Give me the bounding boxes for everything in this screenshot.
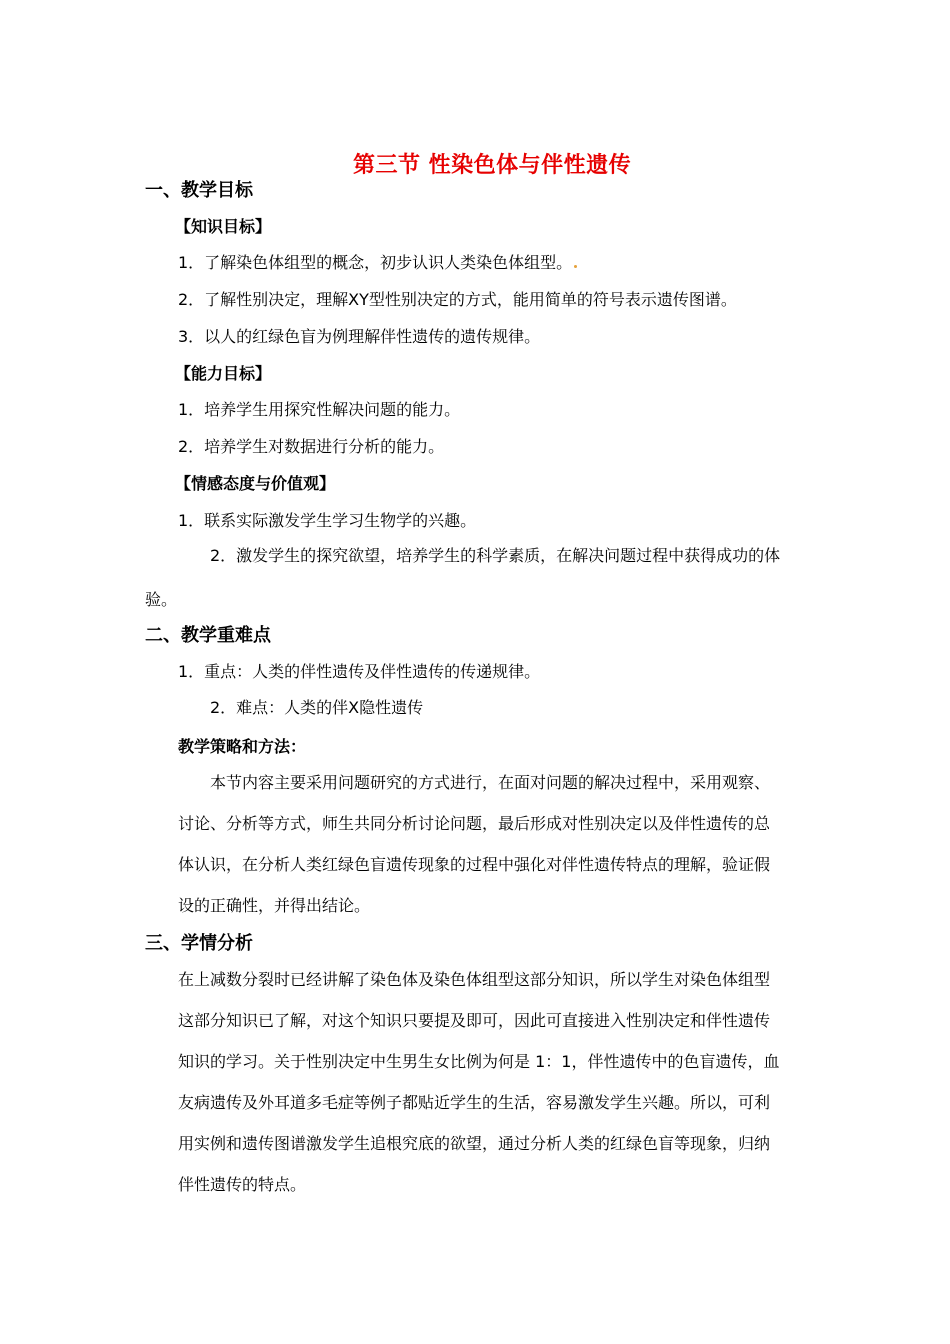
analysis-line-2: 这部分知识已了解，对这个知识只要提及即可，因此可直接进入性别决定和伴性遗传 — [178, 1011, 771, 1030]
strategy-line-3: 体认识，在分析人类红绿色盲遗传现象的过程中强化对伴性遗传特点的理解，验证假 — [178, 855, 771, 874]
mark-dot — [574, 265, 577, 268]
analysis-line-6: 伴性遗传的特点。 — [178, 1175, 307, 1194]
emotion-item-1: 1．联系实际激发学生学习生物学的兴趣。 — [178, 511, 477, 530]
knowledge-item-3: 3．以人的红绿色盲为例理解伴性遗传的遗传规律。 — [178, 327, 541, 346]
emotion-goal-label: 【情感态度与价值观】 — [175, 474, 336, 493]
knowledge-goal-label: 【知识目标】 — [175, 217, 272, 236]
knowledge-item-2: 2．了解性别决定，理解XY型性别决定的方式，能用简单的符号表示遗传图谱。 — [178, 290, 737, 309]
section-heading-3: 三、学情分析 — [145, 933, 253, 954]
ability-item-1: 1．培养学生用探究性解决问题的能力。 — [178, 400, 461, 419]
ability-goal-label: 【能力目标】 — [175, 364, 272, 383]
strategy-line-1: 本节内容主要采用问题研究的方式进行，在面对问题的解决过程中，采用观察、 — [210, 773, 771, 792]
analysis-line-1: 在上减数分裂时已经讲解了染色体及染色体组型这部分知识，所以学生对染色体组型 — [178, 970, 771, 989]
section-heading-2: 二、教学重难点 — [145, 625, 271, 646]
page-title: 第三节 性染色体与伴性遗传 — [353, 153, 632, 178]
ability-item-2: 2．培养学生对数据进行分析的能力。 — [178, 437, 445, 456]
keypoint-item-1: 1．重点：人类的伴性遗传及伴性遗传的传递规律。 — [178, 662, 541, 681]
strategy-label: 教学策略和方法： — [178, 737, 307, 756]
section-heading-1: 一、教学目标 — [145, 180, 253, 201]
analysis-line-5: 用实例和遗传图谱激发学生追根究底的欲望，通过分析人类的红绿色盲等现象，归纳 — [178, 1134, 771, 1153]
knowledge-item-1-text: 1．了解染色体组型的概念，初步认识人类染色体组型。 — [178, 253, 573, 272]
keypoint-item-2: 2．难点：人类的伴X隐性遗传 — [210, 698, 424, 717]
strategy-line-4: 设的正确性，并得出结论。 — [178, 896, 371, 915]
knowledge-item-1 — [178, 250, 577, 273]
emotion-item-2: 2．激发学生的探究欲望，培养学生的科学素质，在解决问题过程中获得成功的体 — [210, 546, 781, 565]
analysis-line-3: 知识的学习。关于性别决定中生男生女比例为何是 1：1，伴性遗传中的色盲遗传，血 — [178, 1052, 780, 1071]
analysis-line-4: 友病遗传及外耳道多毛症等例子都贴近学生的生活，容易激发学生兴趣。所以，可利 — [178, 1093, 771, 1112]
strategy-line-2: 讨论、分析等方式，师生共同分析讨论问题，最后形成对性别决定以及伴性遗传的总 — [178, 814, 771, 833]
emotion-item-2-cont: 验。 — [145, 590, 178, 609]
